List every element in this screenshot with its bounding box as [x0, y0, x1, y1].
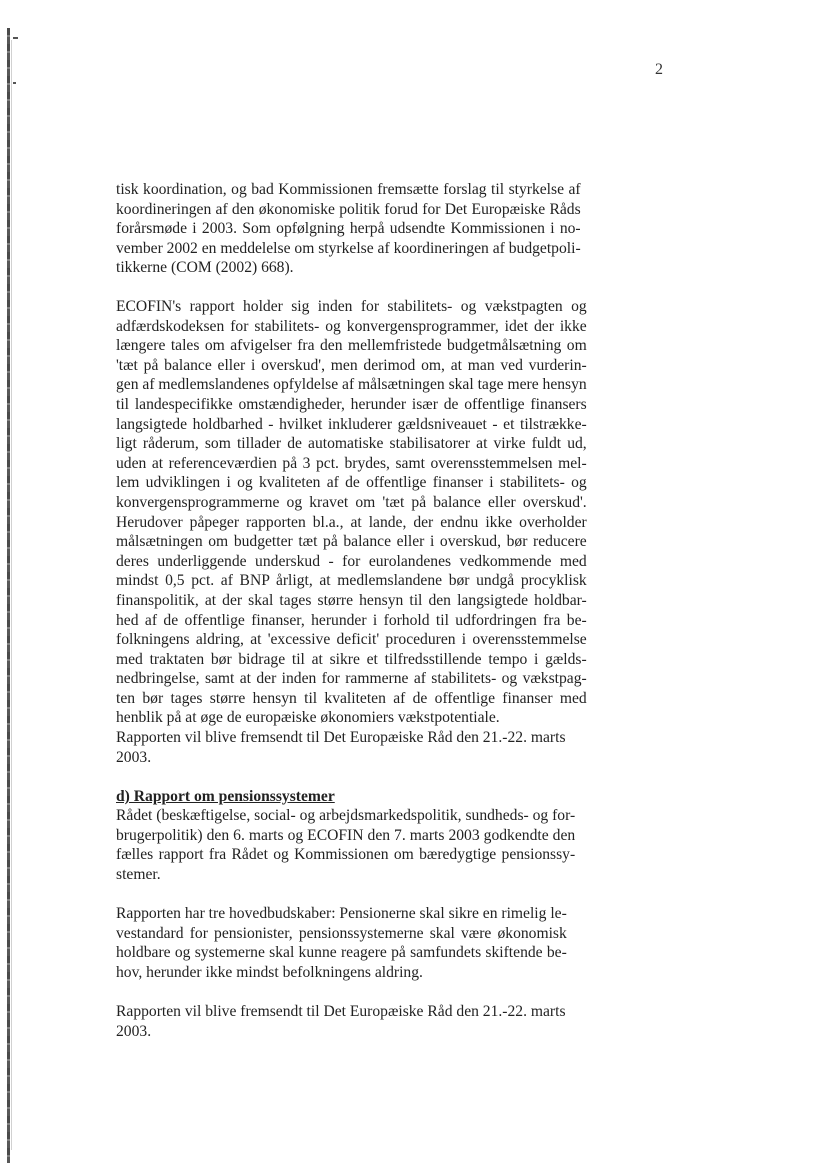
- text-line: 2003.: [116, 1022, 152, 1040]
- paragraph-hovedbudskaber: [116, 904, 567, 982]
- paragraph-koordination: [116, 180, 581, 278]
- page-number: 2: [655, 61, 663, 78]
- text-line: lem udviklingen i og kvaliteten af de offentlige finanser i stabilitets- og: [116, 474, 587, 492]
- scan-edge-shadow: [7, 28, 10, 1163]
- text-line: hov, herunder ikke mindst befolkningens aldring.: [116, 963, 423, 981]
- text-line: fælles rapport fra Rådet og Kommissionen om bæredygtige pensionssy-: [116, 846, 576, 864]
- text-line: 'tæt på balance eller i overskud', men derimod om, at man ved vurderin-: [116, 356, 587, 374]
- text-line: koordineringen af den økonomiske politik forud for Det Europæiske Råds: [116, 200, 581, 218]
- text-line: længere tales om afvigelser fra den mellemfristede budgetmålsætning om: [116, 337, 587, 355]
- text-line: finanspolitik, at der skal tages større hensyn til den langsigtede holdbar-: [116, 591, 587, 609]
- text-line: til landespecifikke omstændigheder, herunder især de offentlige finansers: [116, 395, 587, 413]
- text-line: tisk koordination, og bad Kommissionen fremsætte forslag til styrkelse af: [116, 181, 581, 198]
- text-line: tikkerne (COM (2002) 668).: [116, 259, 294, 277]
- text-line: målsætningen om budgetter tæt på balance eller i overskud, bør reducere: [116, 533, 587, 551]
- text-line: uden at referenceværdien på 3 pct. brydes, samt overensstemmelsen mel-: [116, 454, 587, 472]
- paragraph-fremsendelse-2: [116, 1002, 566, 1041]
- text-line: Herudover påpeger rapporten bl.a., at lande, der endnu ikke overholder: [116, 513, 587, 531]
- text-line: holdbare og systemerne skal kunne reagere på samfundets skiftende be-: [116, 944, 567, 962]
- text-line: brugerpolitik) den 6. marts og ECOFIN den 7. marts 2003 godkendte den: [116, 826, 576, 844]
- text-line: 2003.: [116, 748, 152, 766]
- text-line: ligt råderum, som tillader de automatiske stabilisatorer at virke fuldt ud,: [116, 435, 587, 453]
- text-line: ECOFIN's rapport holder sig inden for stabilitets- og vækstpagten og: [116, 298, 587, 315]
- text-line: konvergensprogrammerne og kravet om 'tæt på balance eller overskud'.: [116, 493, 587, 511]
- text-line: adfærdskodeksen for stabilitets- og konvergensprogrammer, idet der ikke: [116, 317, 587, 335]
- section-heading-pensionssystemer: d) Rapport om pensionssystemer: [116, 788, 335, 805]
- text-line: Rapporten vil blive fremsendt til Det Europæiske Råd den 21.-22. marts: [116, 1003, 566, 1020]
- text-line: forårsmøde i 2003. Som opfølgning herpå udsendte Kommissionen i no-: [116, 220, 581, 238]
- text-line: Rapporten vil blive fremsendt til Det Europæiske Råd den 21.-22. marts: [116, 729, 566, 746]
- paragraph-ecofin-rapport: [116, 297, 587, 728]
- text-line: vestandard for pensionister, pensionssystemerne skal være økonomisk: [116, 924, 567, 942]
- text-line: langsigtede holdbarhed - hvilket inkluderer gældsniveauet - et tilstrække-: [116, 415, 587, 433]
- text-line: Rapporten har tre hovedbudskaber: Pensionerne skal sikre en rimelig le-: [116, 905, 567, 922]
- text-line: hed af de offentlige finanser, herunder i forhold til udfordringen fra be-: [116, 611, 587, 629]
- paragraph-fremsendelse-1: [116, 728, 566, 767]
- text-line: nedbringelse, samt at der inden for rammerne af stabilitets- og vækstpag-: [116, 670, 587, 688]
- text-line: folkningens aldring, at 'excessive deficit' proceduren i overensstemmelse: [116, 631, 587, 649]
- text-line: deres underliggende underskud - for eurolandenes vedkommende med: [116, 552, 587, 570]
- paragraph-raadet-godkendte: [116, 806, 575, 884]
- text-line: ten bør tages større hensyn til kvaliteten af de offentlige finanser med: [116, 689, 587, 707]
- scan-mark: [13, 37, 18, 39]
- text-line: stemer.: [116, 865, 161, 883]
- text-line: med traktaten bør bidrage til at sikre et tilfredsstillende tempo i gælds-: [116, 650, 587, 668]
- text-line: vember 2002 en meddelelse om styrkelse af koordineringen af budgetpoli-: [116, 239, 581, 257]
- text-line: gen af medlemslandenes opfyldelse af målsætningen skal tage mere hensyn: [116, 376, 587, 394]
- scan-edge-line: [11, 40, 12, 1150]
- text-line: mindst 0,5 pct. af BNP årligt, at medlemslandene bør undgå procyklisk: [116, 572, 587, 590]
- scan-mark: [13, 82, 16, 84]
- text-line: henblik på at øge de europæiske økonomiers vækstpotentiale.: [116, 709, 500, 727]
- text-line: Rådet (beskæftigelse, social- og arbejdsmarkedspolitik, sundheds- og for-: [116, 807, 576, 824]
